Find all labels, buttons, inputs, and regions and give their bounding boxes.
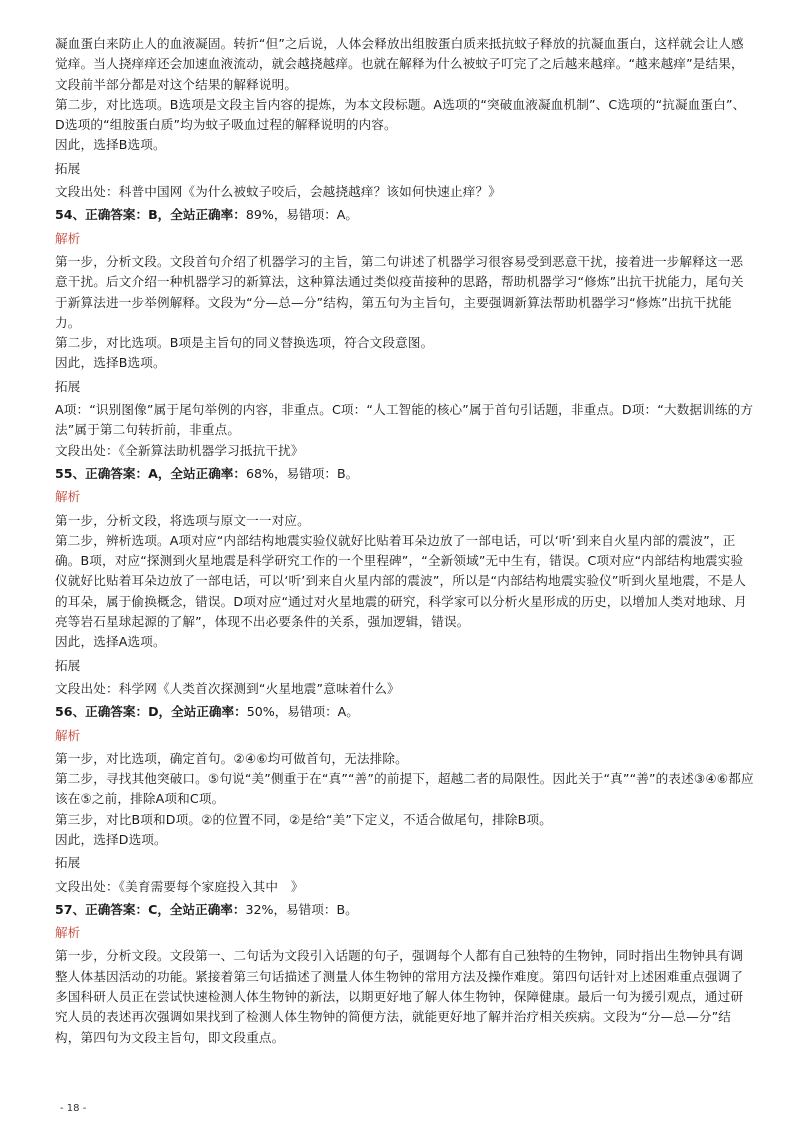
analysis-paragraph: 第一步，分析文段，将选项与原文一一对应。 (55, 512, 310, 528)
answer-prefix: 57、正确答案：C，全站正确率： (55, 901, 246, 917)
answer-prefix: 55、正确答案：A，全站正确率： (55, 465, 246, 481)
analysis-label: 解析 (55, 230, 81, 246)
answer-line-54 (55, 205, 755, 225)
analysis-paragraph: 第一步，对比选项，确定首句。②④⑥均可做首句，无法排除。 (55, 750, 408, 766)
analysis-paragraph: 因此，选择D选项。 (55, 831, 167, 847)
intro-paragraph: 凝血蛋白来防止人的血液凝固。转折“但”之后说，人体会释放出组胺蛋白质来抵抗蚊子释放的抗凝血蛋白，这样就会让人感觉痒。当人挠痒痒还会加速血液流动，就会越挠越痒。也就在解释为什么被蚊子叮完了之后越来越痒。“越来越痒”是结果，文段前半部分都是对这个结果的解释说明。 (55, 36, 744, 92)
analysis-paragraph: 第一步，分析文段。文段首句介绍了机器学习的主旨，第二句讲述了机器学习很容易受到恶意干扰，接着进一步解释这一恶意干扰。后文介绍一种机器学习的新算法，这种算法通过类似疫苗接种的思路，帮助机器学习“修炼”出抗干扰能力，尾句关于新算法进一步举例解释。文段为“分—总—分”结构，第五句为主旨句，主要强调新算法帮助机器学习“修炼”出抗干扰能力。 (55, 253, 744, 330)
extension-paragraph: A项：“识别图像”属于尾句举例的内容，非重点。C项：“人工智能的核心”属于首句引话题，非重点。D项：“大数据训练的方法”属于第二句转折前，非重点。 (55, 402, 754, 438)
answer-line-55 (55, 464, 755, 484)
source-line: 文段出处：《美育需要每个家庭投入其中 》 (55, 878, 304, 894)
answer-prefix: 56、正确答案：D，全站正确率： (55, 704, 247, 720)
intro-paragraph: 第二步，对比选项。B选项是文段主旨内容的提炼，为本文段标题。A选项的“突破血液凝血机制”、C选项的“抗凝血蛋白”、D选项的“组胺蛋白质”均为蚊子吸血过程的解释说明的内容。 (55, 96, 746, 133)
answer-rest: 32%，易错项：B。 (245, 901, 358, 917)
answer-line-56 (55, 702, 755, 722)
analysis-label: 解析 (55, 727, 81, 743)
answer-rest: 68%，易错项：B。 (246, 465, 359, 481)
source-line: 文段出处：《全新算法助机器学习抵抗干扰》 (55, 442, 304, 458)
analysis-paragraph: 第二步，寻找其他突破口。⑤句说“美”侧重于在“真”“善”的前提下，超越二者的局限性。因此关于“真”“善”的表述③④⑥都应该在⑤之前，排除A项和C项。 (55, 771, 754, 807)
document-page (55, 34, 755, 1048)
analysis-paragraph: 第一步，分析文段。文段第一、二句话为文段引入话题的句子，强调每个人都有自己独特的生物钟，同时指出生物钟具有调整人体基因活动的功能。紧接着第三句话描述了测量人体生物钟的常用方法及操作难度。第四句话针对上述困难重点强调了多国科研人员正在尝试快速检测人体生物钟的新法，以期更好地了解人体生物钟，保障健康。最后一句为援引观点，通过研究人员的表述再次强调如果找到了检测人体生物钟的简便方法，就能更好地了解并治疗相关疾病。文段为“分—总—分”结构，第四句为文段主旨句，即文段重点。 (55, 948, 744, 1045)
analysis-paragraph: 第二步，对比选项。B项是主旨句的同义替换选项，符合文段意图。 (55, 335, 434, 351)
page-number: - 18 - (60, 1103, 87, 1114)
answer-line-57 (55, 900, 755, 920)
extension-label: 拓展 (55, 378, 81, 394)
intro-paragraph: 因此，选择B选项。 (55, 137, 166, 153)
analysis-paragraph: 因此，选择A选项。 (55, 634, 166, 650)
answer-rest: 50%，易错项：A。 (246, 704, 359, 720)
extension-label: 拓展 (55, 657, 81, 673)
answer-prefix: 54、正确答案：B，全站正确率： (55, 207, 246, 223)
analysis-label: 解析 (55, 489, 81, 505)
source-line: 文段出处：科学网《人类首次探测到“火星地震”意味着什么》 (55, 680, 400, 696)
answer-rest: 89%，易错项：A。 (245, 207, 359, 223)
extension-label: 拓展 (55, 855, 81, 871)
analysis-paragraph: 第二步，辨析选项。A项对应“内部结构地震实验仪就好比贴着耳朵边放了一部电话，可以‘听’到来自火星内部的震波”，正确。B项，对应“探测到火星地震是科学研究工作的一个里程碑”，“全新领域”无中生有，错误。C项对应“内部结构地震实验仪就好比贴着耳朵边放了一部电话，可以‘听’到来自火星内部的震波”，所以是“内部结构地震实验仪”听到火星地震，不是人的耳朵，属于偷换概念，错误。D项对应“通过对火星地震的研究，科学家可以分析火星形成的历史，以增加人类对地球、月亮等岩石星球起源的了解”，体现不出必要条件的关系，强加逻辑，错误。 (55, 532, 747, 630)
analysis-paragraph: 第三步，对比B项和D项。②的位置不同，②是给“美”下定义，不适合做尾句，排除B项。 (55, 811, 552, 827)
analysis-label: 解析 (55, 925, 81, 941)
source-line: 文段出处：科普中国网《为什么被蚊子咬后，会越挠越痒？该如何快速止痒？》 (55, 184, 502, 200)
analysis-paragraph: 因此，选择B选项。 (55, 355, 166, 371)
extension-label: 拓展 (55, 160, 81, 176)
